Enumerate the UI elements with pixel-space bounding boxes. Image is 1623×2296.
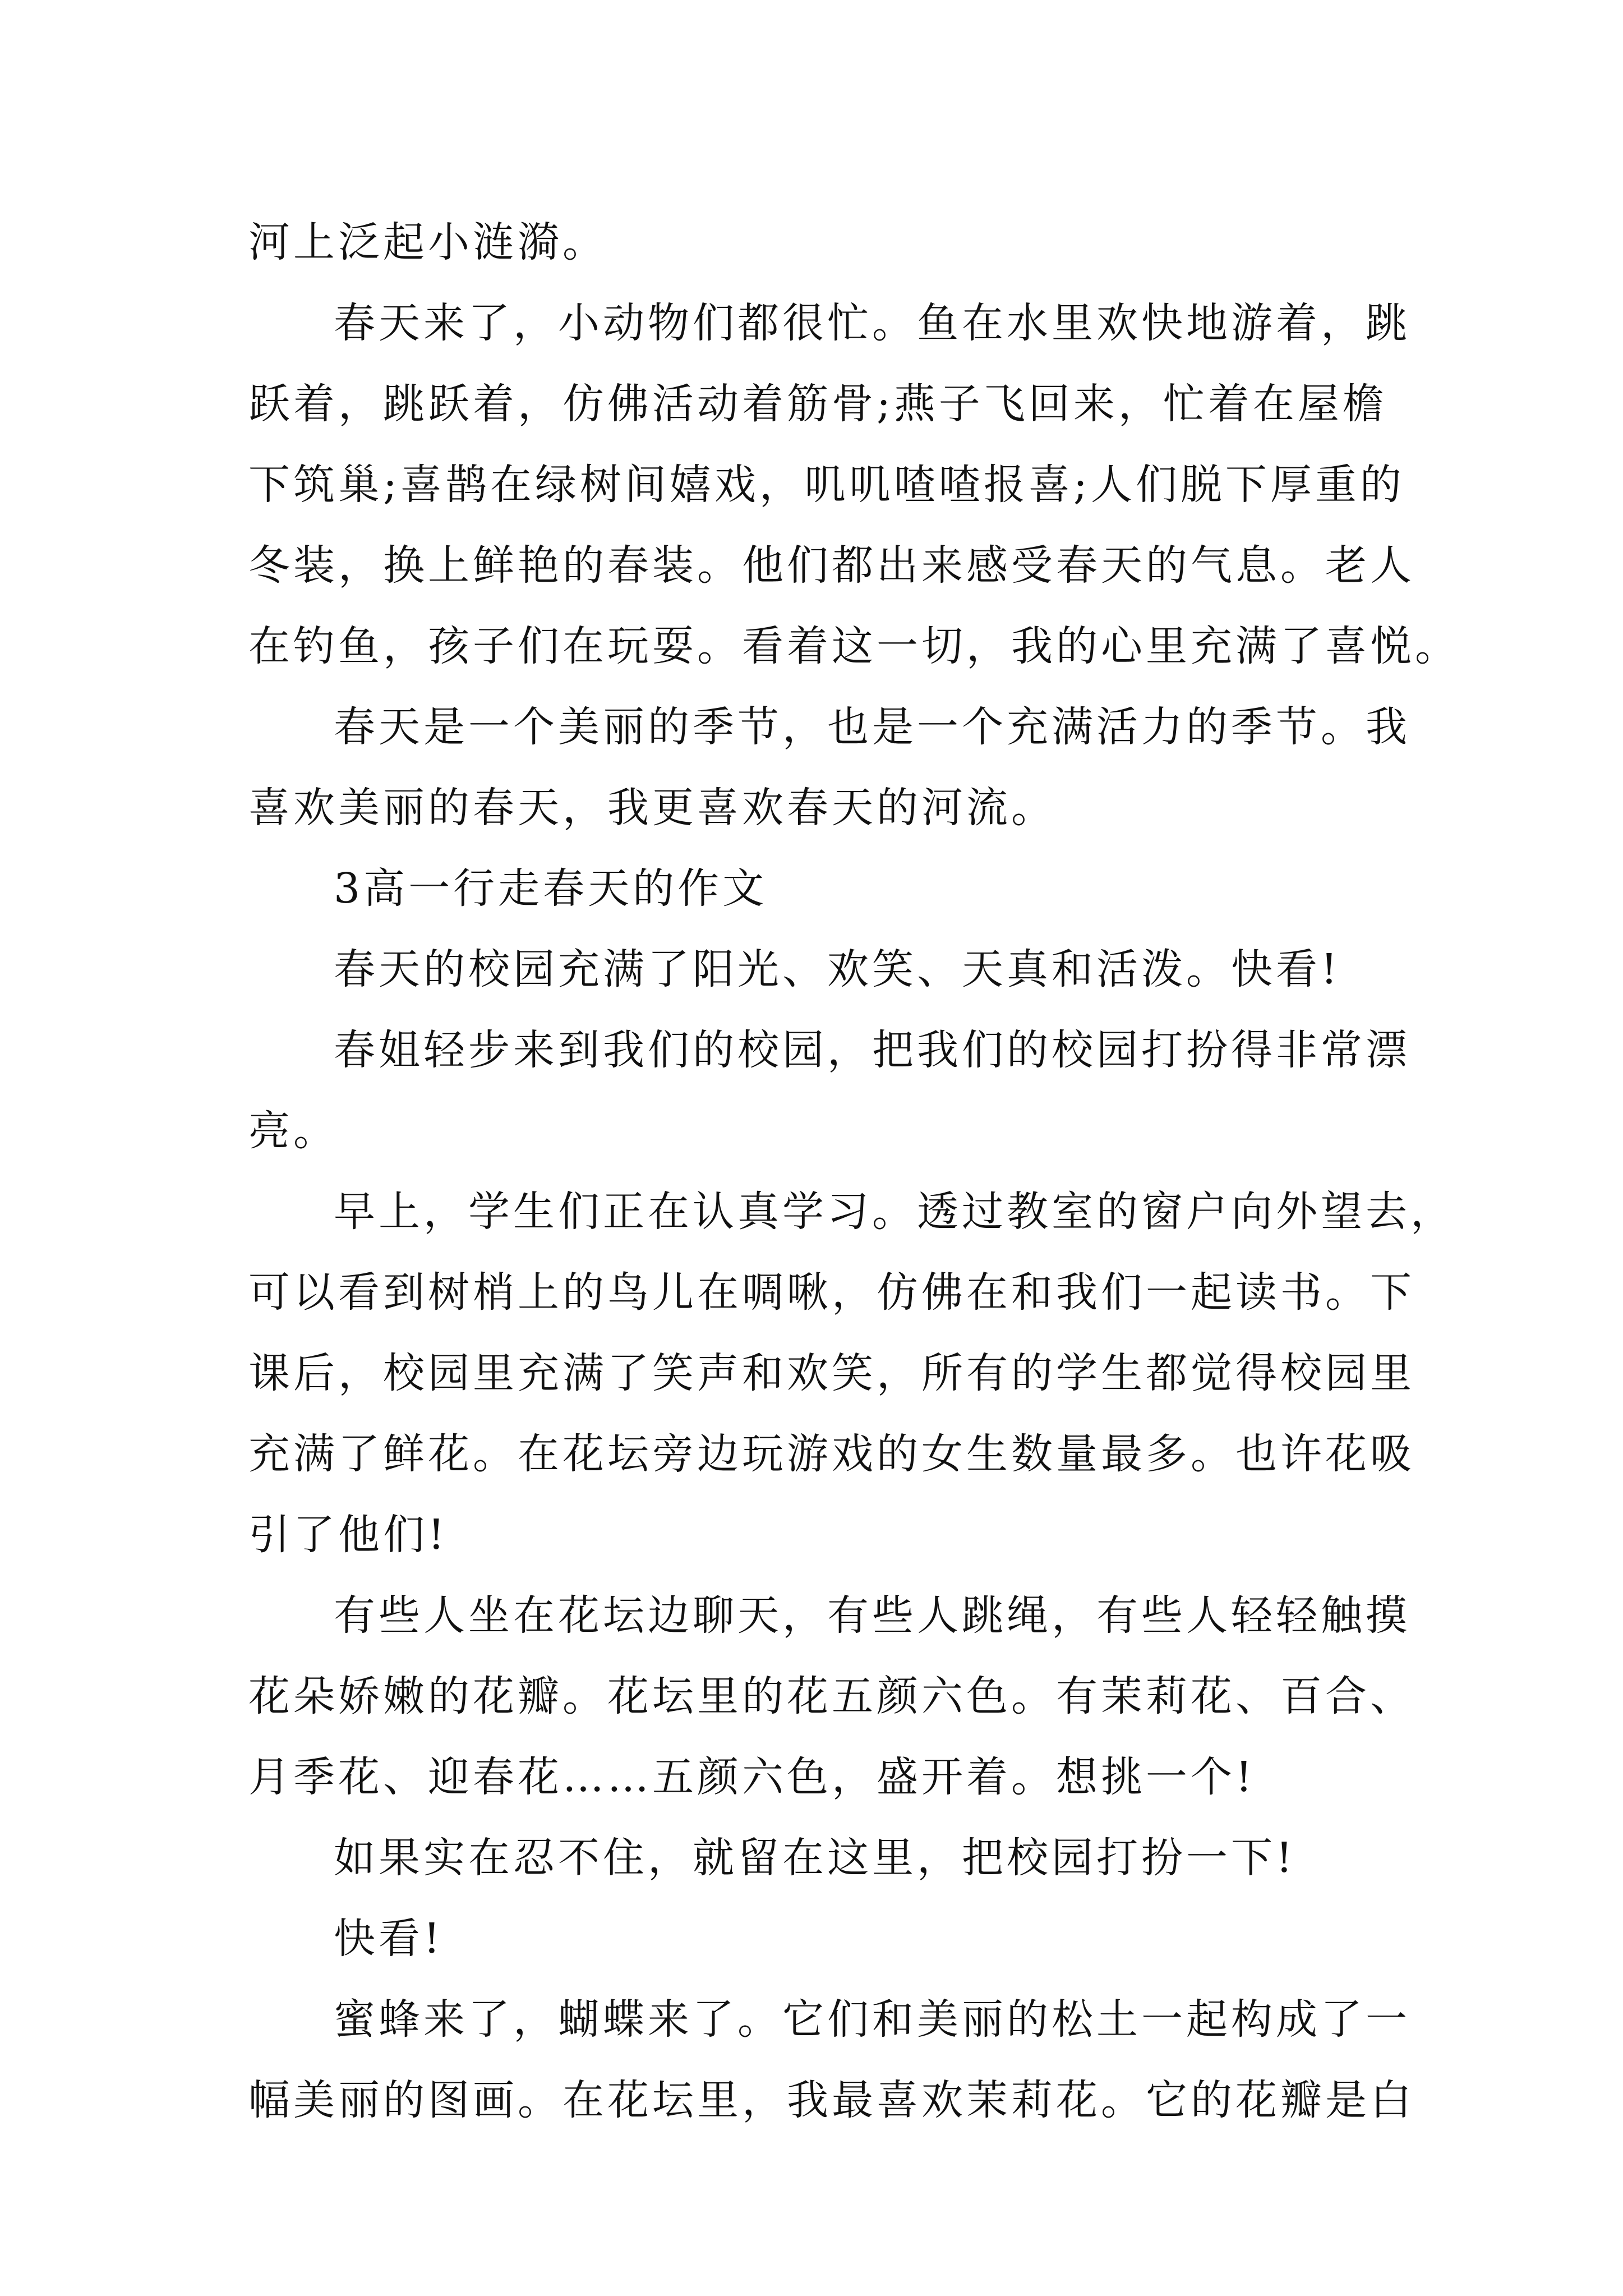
text-line: 幅美丽的图画。在花坛里，我最喜欢茉莉花。它的花瓣是白 xyxy=(248,2076,1415,2124)
text-line: 课后，校园里充满了笑声和欢笑，所有的学生都觉得校园里 xyxy=(248,1349,1415,1397)
text-line: 喜欢美丽的春天，我更喜欢春天的河流。 xyxy=(248,784,1056,832)
text-line: 春天是一个美丽的季节，也是一个充满活力的季节。我 xyxy=(334,703,1410,751)
text-line: 下筑巢;喜鹊在绿树间嬉戏，叽叽喳喳报喜;人们脱下厚重的 xyxy=(248,461,1405,509)
text-line: 月季花、迎春花……五颜六色，盛开着。想挑一个! xyxy=(248,1753,1256,1801)
text-line: 跃着，跳跃着，仿佛活动着筋骨;燕子飞回来，忙着在屋檐 xyxy=(248,380,1387,428)
text-line: 河上泛起小涟漪。 xyxy=(248,218,607,266)
text-line: 春姐轻步来到我们的校园，把我们的校园打扮得非常漂 xyxy=(334,1026,1410,1074)
text-line: 引了他们! xyxy=(248,1511,448,1559)
text-line: 花朵娇嫩的花瓣。花坛里的花五颜六色。有茉莉花、百合、 xyxy=(248,1672,1415,1720)
text-line: 可以看到树梢上的鸟儿在啁啾，仿佛在和我们一起读书。下 xyxy=(248,1268,1415,1317)
text-line: 如果实在忍不住，就留在这里，把校园打扮一下! xyxy=(334,1834,1296,1882)
text-line: 充满了鲜花。在花坛旁边玩游戏的女生数量最多。也许花吸 xyxy=(248,1430,1415,1478)
text-line: 亮。 xyxy=(248,1107,338,1155)
text-line: 3高一行走春天的作文 xyxy=(334,864,768,913)
text-line: 蜜蜂来了，蝴蝶来了。它们和美丽的松土一起构成了一 xyxy=(334,1995,1410,2044)
text-line: 冬装，换上鲜艳的春装。他们都出来感受春天的气息。老人 xyxy=(248,541,1415,590)
text-line: 春天来了，小动物们都很忙。鱼在水里欢快地游着，跳 xyxy=(334,299,1410,347)
text-line: 有些人坐在花坛边聊天，有些人跳绳，有些人轻轻触摸 xyxy=(334,1591,1410,1640)
text-line: 春天的校园充满了阳光、欢笑、天真和活泼。快看! xyxy=(334,945,1341,993)
document-body xyxy=(248,202,1460,2141)
text-line: 快看! xyxy=(334,1915,444,1963)
text-line: 早上，学生们正在认真学习。透过教室的窗户向外望去， xyxy=(334,1188,1455,1236)
text-line: 在钓鱼，孩子们在玩耍。看着这一切，我的心里充满了喜悦。 xyxy=(248,622,1460,670)
